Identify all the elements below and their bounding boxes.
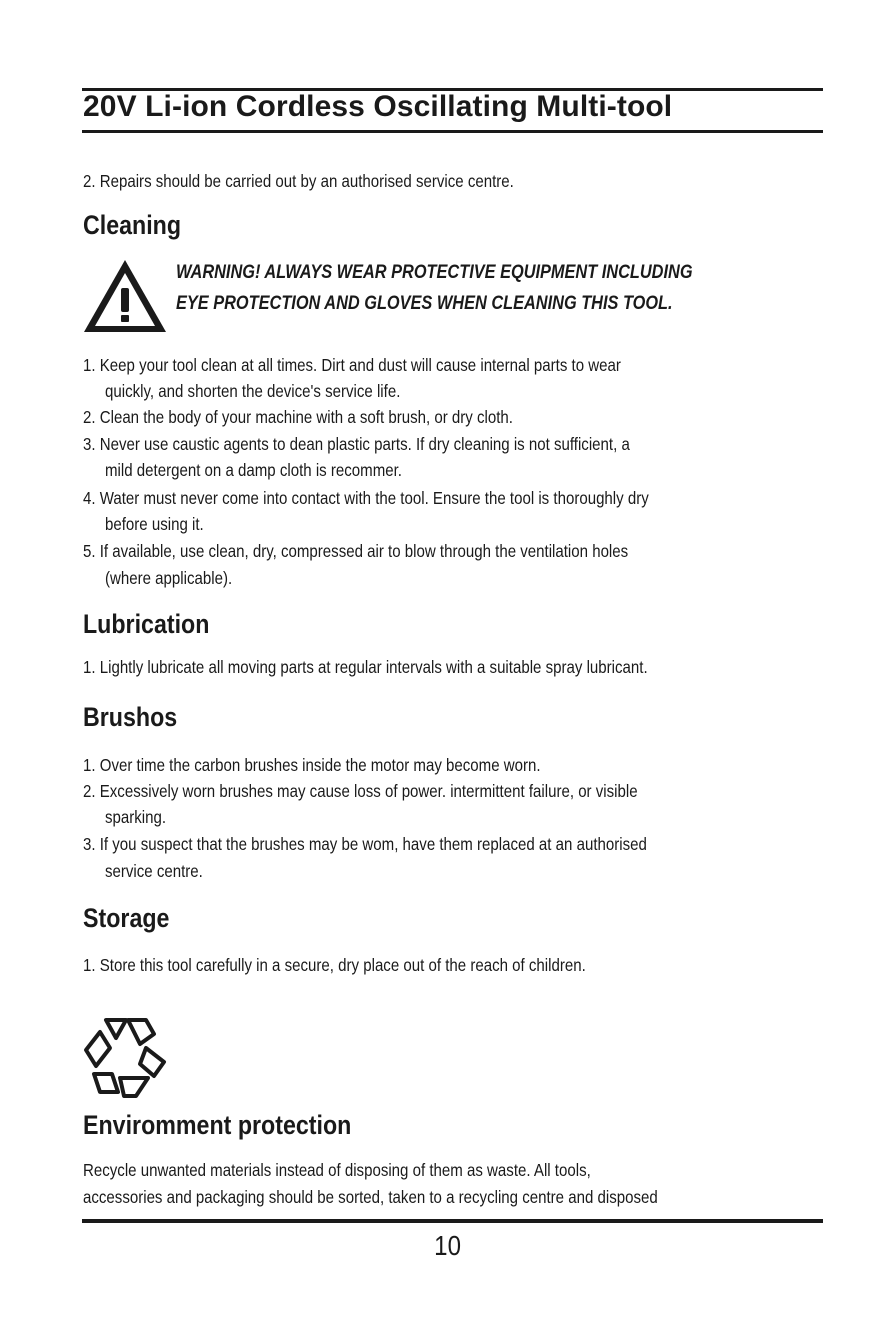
environment-line: accessories and packaging should be sorted, taken to a recycling centre and disposed [83, 1187, 658, 1207]
brushes-line: 3. If you suspect that the brushes may be wom, have them replaced at an authorised [83, 834, 647, 854]
heading-storage: Storage [83, 903, 170, 933]
heading-brushes: Brushos [83, 702, 178, 732]
page-number-text: 10 [434, 1230, 461, 1261]
environment-line: Recycle unwanted materials instead of disposing of them as waste. All tools, [83, 1160, 591, 1180]
page-title: 20V Li-ion Cordless Oscillating Multi-tool [83, 90, 673, 123]
heading-environment: Enviromment protection [83, 1110, 352, 1140]
brushes-line: 2. Excessively worn brushes may cause loss of power. intermittent failure, or visible [83, 781, 638, 801]
cleaning-line: quickly, and shorten the device's service life. [105, 381, 401, 401]
cleaning-line: 2. Clean the body of your machine with a soft brush, or dry cloth. [83, 407, 513, 427]
bottom-rule [82, 1219, 823, 1223]
brushes-line: sparking. [105, 807, 167, 827]
storage-line: 1. Store this tool carefully in a secure, dry place out of the reach of children. [83, 955, 586, 975]
brushes-line: service centre. [105, 861, 203, 881]
cleaning-line: 5. If available, use clean, dry, compressed air to blow through the ventilation holes [83, 541, 629, 561]
warning-triangle-icon [82, 258, 168, 334]
warning-text-line-1: WARNING! ALWAYS WEAR PROTECTIVE EQUIPMENT INCLUDING [176, 262, 693, 283]
heading-cleaning: Cleaning [83, 210, 182, 240]
page-number [0, 1230, 895, 1262]
title-underline [82, 130, 823, 133]
cleaning-line: 4. Water must never come into contact with the tool. Ensure the tool is thoroughly dry [83, 488, 649, 508]
recycle-icon [80, 1012, 170, 1098]
cleaning-line: 3. Never use caustic agents to dean plastic parts. If dry cleaning is not sufficient, a [83, 434, 630, 454]
warning-text-line-2: EYE PROTECTION AND GLOVES WHEN CLEANING THIS TOOL. [176, 293, 673, 314]
cleaning-line: 1. Keep your tool clean at all times. Dirt and dust will cause internal parts to wear [83, 355, 621, 375]
brushes-line: 1. Over time the carbon brushes inside the motor may become worn. [83, 755, 541, 775]
cleaning-line: before using it. [105, 514, 204, 534]
intro-line: 2. Repairs should be carried out by an authorised service centre. [83, 171, 514, 191]
cleaning-line: (where applicable). [105, 568, 233, 588]
lubrication-line: 1. Lightly lubricate all moving parts at regular intervals with a suitable spray lubricant. [83, 657, 648, 677]
cleaning-line: mild detergent on a damp cloth is recommer. [105, 460, 402, 480]
heading-lubrication: Lubrication [83, 609, 210, 639]
